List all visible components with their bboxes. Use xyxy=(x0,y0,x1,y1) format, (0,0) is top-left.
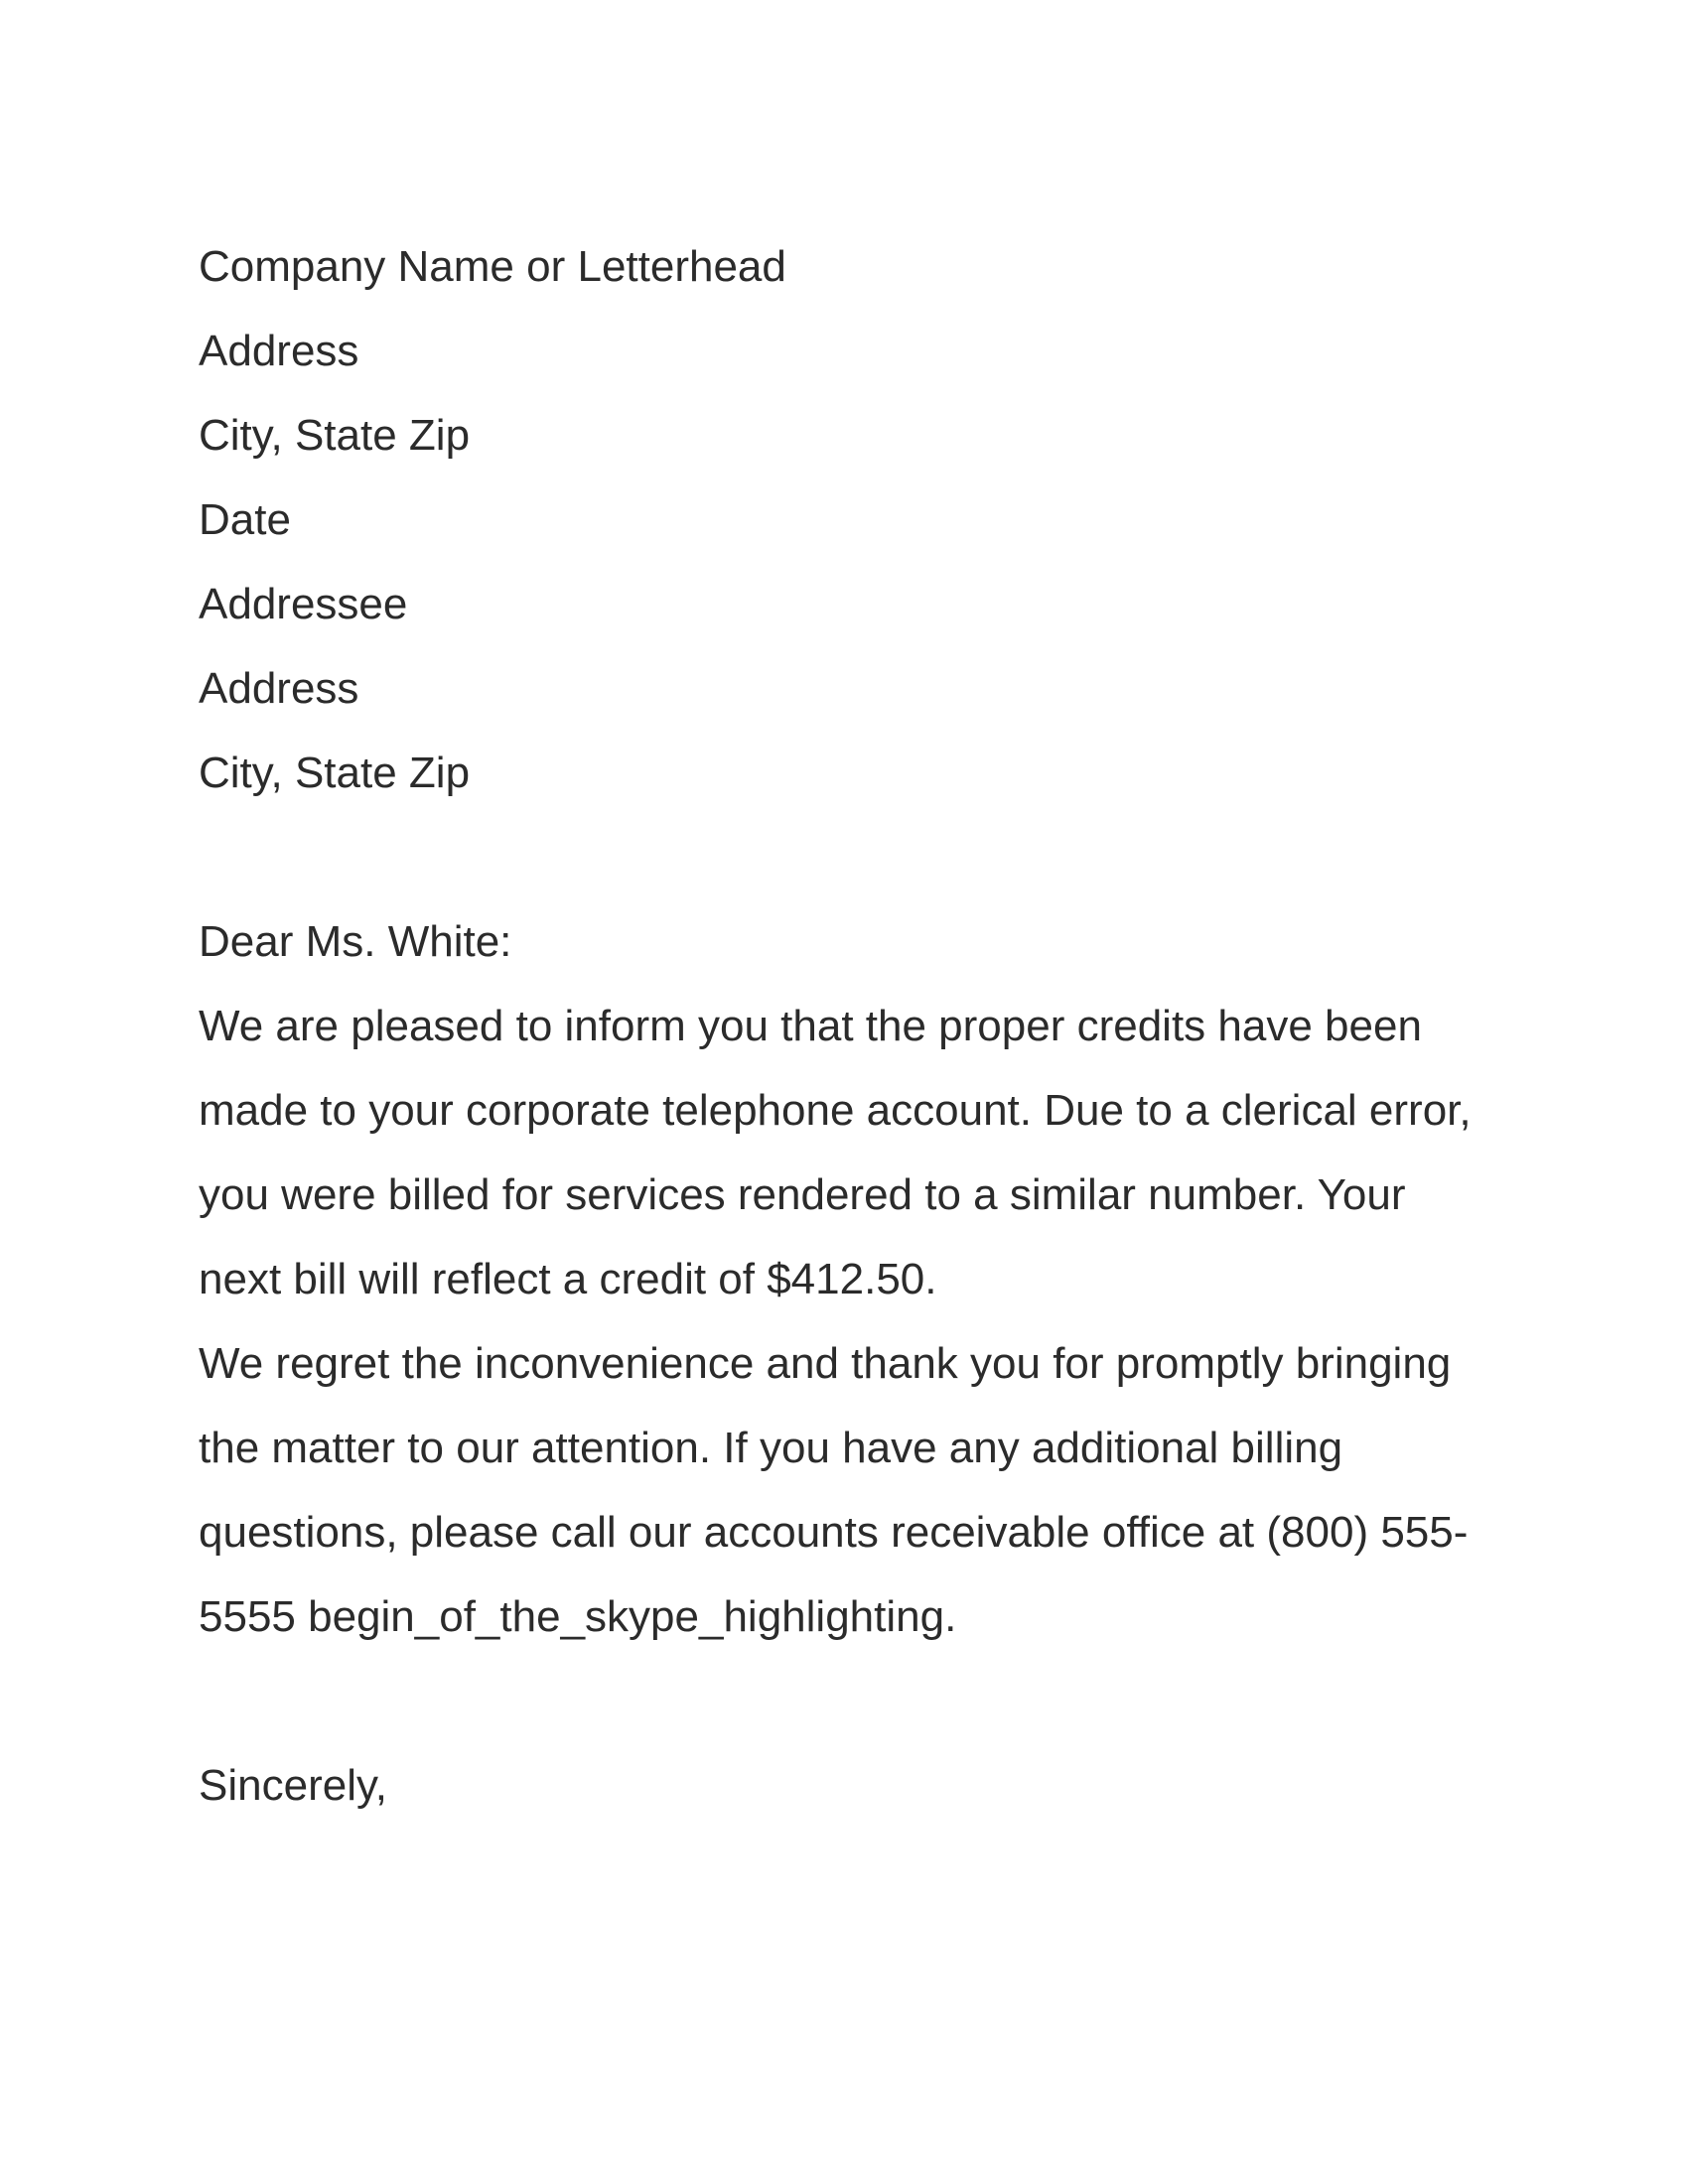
recipient-block xyxy=(199,562,1509,815)
paragraph-line: the matter to our attention. If you have any additional billing xyxy=(199,1424,1343,1472)
spacer xyxy=(199,1659,1509,1743)
paragraph-line: you were billed for services rendered to a similar number. Your xyxy=(199,1170,1406,1219)
sender-block xyxy=(199,224,1509,478)
letter-date: Date xyxy=(199,495,291,544)
salutation: Dear Ms. White: xyxy=(199,917,512,966)
paragraph-line: We are pleased to inform you that the proper credits have been xyxy=(199,1002,1422,1050)
paragraph-line: 5555 begin_of_the_skype_highlighting. xyxy=(199,1592,957,1641)
sender-company: Company Name or Letterhead xyxy=(199,242,786,291)
body-paragraph-1 xyxy=(199,984,1509,1321)
sender-city-state-zip: City, State Zip xyxy=(199,411,471,460)
spacer xyxy=(199,815,1509,899)
body-paragraph-2 xyxy=(199,1321,1509,1659)
recipient-city-state-zip: City, State Zip xyxy=(199,749,471,797)
paragraph-line: questions, please call our accounts receivable office at (800) 555- xyxy=(199,1508,1469,1557)
sender-address: Address xyxy=(199,327,359,375)
paragraph-line: made to your corporate telephone account. Due to a clerical error, xyxy=(199,1086,1472,1135)
recipient-name: Addressee xyxy=(199,580,408,628)
paragraph-line: We regret the inconvenience and thank you for promptly bringing xyxy=(199,1339,1452,1388)
closing: Sincerely, xyxy=(199,1761,387,1810)
paragraph-line: next bill will reflect a credit of $412.50. xyxy=(199,1255,937,1303)
recipient-address: Address xyxy=(199,664,359,713)
letter-content xyxy=(199,224,1509,1828)
